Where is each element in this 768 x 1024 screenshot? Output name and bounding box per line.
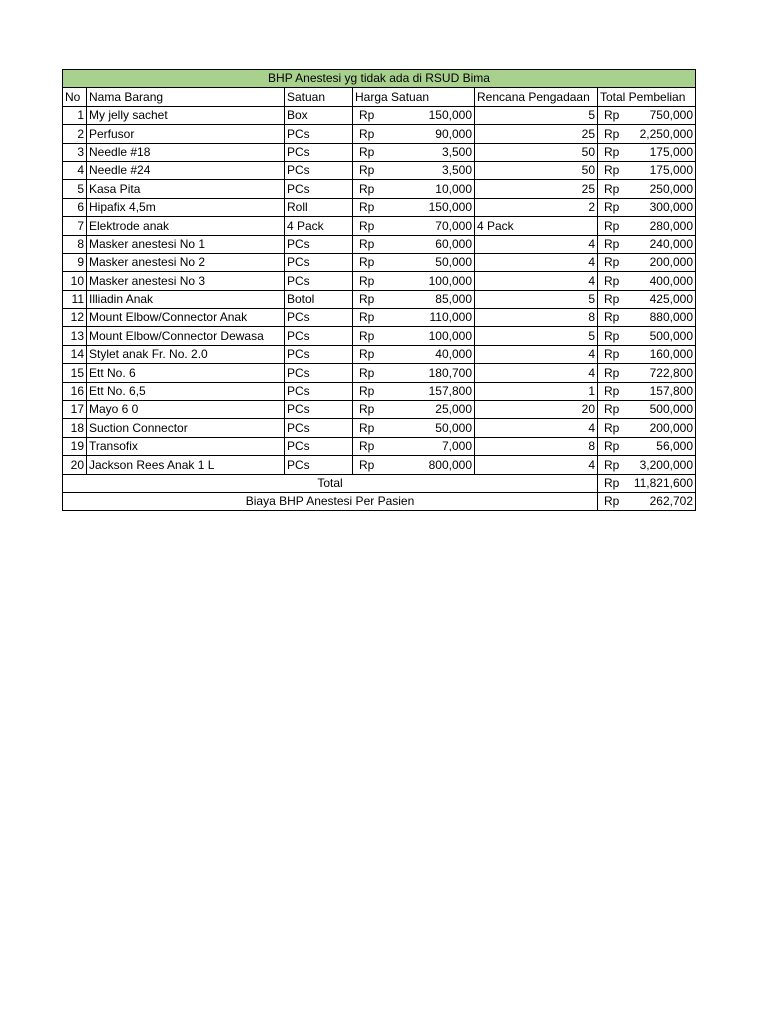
currency-label: Rp	[359, 347, 375, 362]
cell-nama-barang[interactable]: Transofix	[87, 437, 285, 455]
header-satuan[interactable]: Satuan	[285, 88, 353, 106]
per-patient-row	[63, 492, 696, 510]
total-value: 280,000	[649, 218, 693, 233]
cell-harga-satuan[interactable]	[353, 143, 475, 161]
currency-label: Rp	[359, 457, 375, 472]
cell-rencana-pengadaan[interactable]: 25	[475, 180, 598, 198]
cell-total-pembelian[interactable]	[598, 327, 696, 345]
total-value: 722,800	[649, 365, 693, 380]
cell-nama-barang[interactable]: Masker anestesi No 3	[87, 272, 285, 290]
currency-label: Rp	[359, 144, 375, 159]
table-row	[63, 180, 696, 198]
total-value: 200,000	[649, 255, 693, 270]
currency-label: Rp	[359, 402, 375, 417]
cell-rencana-pengadaan[interactable]: 5	[475, 327, 598, 345]
table-row	[63, 437, 696, 455]
header-harga-satuan[interactable]: Harga Satuan	[353, 88, 475, 106]
cell-no[interactable]: 5	[63, 180, 87, 198]
table-row	[63, 106, 696, 124]
harga-value: 150,000	[428, 108, 472, 123]
harga-value: 25,000	[435, 402, 472, 417]
cell-total-pembelian[interactable]	[598, 106, 696, 124]
cell-no[interactable]: 8	[63, 235, 87, 253]
currency-label: Rp	[604, 236, 620, 251]
cell-total-pembelian[interactable]	[598, 253, 696, 271]
cell-satuan[interactable]: PCs	[285, 419, 353, 437]
cell-rencana-pengadaan[interactable]: 5	[475, 290, 598, 308]
cell-total-pembelian[interactable]	[598, 290, 696, 308]
cell-rencana-pengadaan[interactable]: 20	[475, 401, 598, 419]
cell-nama-barang[interactable]: Jackson Rees Anak 1 L	[87, 456, 285, 474]
cell-total-pembelian[interactable]	[598, 217, 696, 235]
cell-satuan[interactable]: PCs	[285, 382, 353, 400]
cell-satuan[interactable]: 4 Pack	[285, 217, 353, 235]
currency-label: Rp	[604, 384, 620, 399]
harga-value: 150,000	[428, 200, 472, 215]
currency-label: Rp	[604, 347, 620, 362]
cell-no[interactable]: 14	[63, 345, 87, 363]
harga-value: 50,000	[435, 255, 472, 270]
cell-harga-satuan[interactable]	[353, 456, 475, 474]
cell-harga-satuan[interactable]	[353, 106, 475, 124]
cell-harga-satuan[interactable]	[353, 309, 475, 327]
table-row	[63, 382, 696, 400]
currency-label: Rp	[604, 365, 620, 380]
currency-label: Rp	[359, 126, 375, 141]
cell-nama-barang[interactable]: Ett No. 6,5	[87, 382, 285, 400]
cell-total-pembelian[interactable]	[598, 309, 696, 327]
cell-harga-satuan[interactable]	[353, 180, 475, 198]
cell-nama-barang[interactable]: Suction Connector	[87, 419, 285, 437]
cell-no[interactable]: 15	[63, 364, 87, 382]
cell-total-pembelian[interactable]	[598, 382, 696, 400]
total-value: 300,000	[649, 200, 693, 215]
cell-nama-barang[interactable]: Kasa Pita	[87, 180, 285, 198]
cell-satuan[interactable]: PCs	[285, 272, 353, 290]
cell-harga-satuan[interactable]	[353, 437, 475, 455]
total-value: 3,200,000	[639, 457, 693, 472]
cell-satuan[interactable]: Roll	[285, 198, 353, 216]
cell-harga-satuan[interactable]	[353, 382, 475, 400]
harga-value: 70,000	[435, 218, 472, 233]
total-value: 200,000	[649, 420, 693, 435]
currency-label: Rp	[359, 439, 375, 454]
cell-no[interactable]: 4	[63, 161, 87, 179]
table-row	[63, 253, 696, 271]
cell-satuan[interactable]: PCs	[285, 143, 353, 161]
currency-label: Rp	[604, 494, 620, 509]
cell-rencana-pengadaan[interactable]: 8	[475, 437, 598, 455]
cell-harga-satuan[interactable]	[353, 272, 475, 290]
cell-harga-satuan[interactable]	[353, 253, 475, 271]
currency-label: Rp	[604, 420, 620, 435]
cell-rencana-pengadaan[interactable]: 4	[475, 235, 598, 253]
cell-rencana-pengadaan[interactable]: 4	[475, 419, 598, 437]
cell-no[interactable]: 9	[63, 253, 87, 271]
currency-label: Rp	[604, 218, 620, 233]
cell-satuan[interactable]: Box	[285, 106, 353, 124]
cell-no[interactable]: 12	[63, 309, 87, 327]
cell-total-pembelian[interactable]	[598, 345, 696, 363]
currency-label: Rp	[604, 328, 620, 343]
currency-label: Rp	[359, 200, 375, 215]
harga-value: 60,000	[435, 236, 472, 251]
table-row	[63, 198, 696, 216]
cell-total-pembelian[interactable]	[598, 125, 696, 143]
harga-value: 7,000	[441, 439, 472, 454]
cell-total-pembelian[interactable]	[598, 364, 696, 382]
currency-label: Rp	[604, 292, 620, 307]
cell-rencana-pengadaan[interactable]: 4	[475, 456, 598, 474]
cell-total-pembelian[interactable]	[598, 180, 696, 198]
cell-nama-barang[interactable]: Illiadin Anak	[87, 290, 285, 308]
cell-nama-barang[interactable]: Needle #18	[87, 143, 285, 161]
cell-no[interactable]: 11	[63, 290, 87, 308]
spreadsheet	[62, 69, 696, 511]
cell-harga-satuan[interactable]	[353, 235, 475, 253]
cell-rencana-pengadaan[interactable]: 25	[475, 125, 598, 143]
table-row	[63, 419, 696, 437]
grand-total-value: 11,821,600	[633, 475, 693, 490]
currency-label: Rp	[359, 365, 375, 380]
cell-harga-satuan[interactable]	[353, 327, 475, 345]
cell-no[interactable]: 7	[63, 217, 87, 235]
total-value: 880,000	[649, 310, 693, 325]
currency-label: Rp	[604, 439, 620, 454]
cell-no[interactable]: 19	[63, 437, 87, 455]
currency-label: Rp	[604, 181, 620, 196]
table-row	[63, 364, 696, 382]
cell-rencana-pengadaan[interactable]: 8	[475, 309, 598, 327]
total-value: 250,000	[649, 181, 693, 196]
harga-value: 157,800	[428, 384, 472, 399]
cell-no[interactable]: 20	[63, 456, 87, 474]
cell-total-pembelian[interactable]	[598, 437, 696, 455]
currency-label: Rp	[604, 255, 620, 270]
per-patient-value: 262,702	[649, 494, 693, 509]
cell-satuan[interactable]: PCs	[285, 401, 353, 419]
table-row	[63, 235, 696, 253]
currency-label: Rp	[604, 475, 620, 490]
cell-nama-barang[interactable]: Ett No. 6	[87, 364, 285, 382]
cell-nama-barang[interactable]: Perfusor	[87, 125, 285, 143]
currency-label: Rp	[359, 255, 375, 270]
harga-value: 180,700	[428, 365, 472, 380]
cell-nama-barang[interactable]: Masker anestesi No 1	[87, 235, 285, 253]
cell-total-pembelian[interactable]	[598, 456, 696, 474]
table-row	[63, 345, 696, 363]
cell-nama-barang[interactable]: Elektrode anak	[87, 217, 285, 235]
harga-value: 50,000	[435, 420, 472, 435]
currency-label: Rp	[359, 236, 375, 251]
cell-nama-barang[interactable]: Needle #24	[87, 161, 285, 179]
cell-satuan[interactable]: PCs	[285, 161, 353, 179]
cell-rencana-pengadaan[interactable]: 4	[475, 364, 598, 382]
total-value: 175,000	[649, 163, 693, 178]
cell-no[interactable]: 10	[63, 272, 87, 290]
cell-no[interactable]: 6	[63, 198, 87, 216]
cell-rencana-pengadaan[interactable]: 1	[475, 382, 598, 400]
total-value: 175,000	[649, 144, 693, 159]
cell-harga-satuan[interactable]	[353, 419, 475, 437]
cell-nama-barang[interactable]: Hipafix 4,5m	[87, 198, 285, 216]
total-value: 400,000	[649, 273, 693, 288]
cell-harga-satuan[interactable]	[353, 290, 475, 308]
cell-satuan[interactable]: PCs	[285, 437, 353, 455]
total-value: 240,000	[649, 236, 693, 251]
cell-no[interactable]: 17	[63, 401, 87, 419]
cell-no[interactable]: 18	[63, 419, 87, 437]
total-value: 750,000	[649, 108, 693, 123]
currency-label: Rp	[359, 292, 375, 307]
cell-satuan[interactable]: PCs	[285, 309, 353, 327]
total-value: 425,000	[649, 292, 693, 307]
per-patient-label[interactable]: Biaya BHP Anestesi Per Pasien	[63, 492, 598, 510]
table-row	[63, 272, 696, 290]
cell-no[interactable]: 13	[63, 327, 87, 345]
cell-no[interactable]: 3	[63, 143, 87, 161]
cell-satuan[interactable]: PCs	[285, 345, 353, 363]
harga-value: 3,500	[441, 144, 472, 159]
cell-harga-satuan[interactable]	[353, 345, 475, 363]
table-row	[63, 161, 696, 179]
table-row	[63, 309, 696, 327]
cell-nama-barang[interactable]: Mayo 6 0	[87, 401, 285, 419]
cell-no[interactable]: 1	[63, 106, 87, 124]
harga-value: 800,000	[428, 457, 472, 472]
cell-rencana-pengadaan[interactable]: 4	[475, 253, 598, 271]
table-row	[63, 143, 696, 161]
harga-value: 40,000	[435, 347, 472, 362]
per-patient-value-cell[interactable]	[598, 492, 696, 510]
cell-total-pembelian[interactable]	[598, 419, 696, 437]
currency-label: Rp	[359, 163, 375, 178]
harga-value: 100,000	[428, 273, 472, 288]
table-title[interactable]: BHP Anestesi yg tidak ada di RSUD Bima	[63, 70, 696, 88]
currency-label: Rp	[604, 310, 620, 325]
currency-label: Rp	[359, 310, 375, 325]
cell-rencana-pengadaan[interactable]: 50	[475, 143, 598, 161]
cell-rencana-pengadaan[interactable]: 4	[475, 345, 598, 363]
table-row	[63, 401, 696, 419]
currency-label: Rp	[604, 144, 620, 159]
currency-label: Rp	[604, 163, 620, 178]
currency-label: Rp	[604, 457, 620, 472]
harga-value: 10,000	[435, 181, 472, 196]
cell-total-pembelian[interactable]	[598, 235, 696, 253]
cell-satuan[interactable]: PCs	[285, 253, 353, 271]
currency-label: Rp	[604, 126, 620, 141]
currency-label: Rp	[604, 108, 620, 123]
harga-value: 90,000	[435, 126, 472, 141]
cell-total-pembelian[interactable]	[598, 143, 696, 161]
total-value: 157,800	[649, 384, 693, 399]
currency-label: Rp	[359, 328, 375, 343]
table-row	[63, 125, 696, 143]
header-no[interactable]: No	[63, 88, 87, 106]
currency-label: Rp	[359, 420, 375, 435]
cell-satuan[interactable]: PCs	[285, 235, 353, 253]
cell-satuan[interactable]: PCs	[285, 364, 353, 382]
cell-nama-barang[interactable]: Masker anestesi No 2	[87, 253, 285, 271]
bhp-table	[62, 69, 696, 511]
currency-label: Rp	[359, 218, 375, 233]
cell-rencana-pengadaan[interactable]: 4	[475, 272, 598, 290]
cell-satuan[interactable]: PCs	[285, 327, 353, 345]
total-value: 2,250,000	[639, 126, 693, 141]
cell-total-pembelian[interactable]	[598, 161, 696, 179]
total-value: 56,000	[656, 439, 693, 454]
total-row	[63, 474, 696, 492]
cell-nama-barang[interactable]: My jelly sachet	[87, 106, 285, 124]
cell-rencana-pengadaan[interactable]: 4 Pack	[475, 217, 598, 235]
total-value: 500,000	[649, 328, 693, 343]
cell-harga-satuan[interactable]	[353, 161, 475, 179]
cell-total-pembelian[interactable]	[598, 401, 696, 419]
cell-harga-satuan[interactable]	[353, 125, 475, 143]
harga-value: 3,500	[441, 163, 472, 178]
total-value: 500,000	[649, 402, 693, 417]
header-nama-barang[interactable]: Nama Barang	[87, 88, 285, 106]
cell-no[interactable]: 2	[63, 125, 87, 143]
currency-label: Rp	[604, 273, 620, 288]
cell-harga-satuan[interactable]	[353, 198, 475, 216]
table-row	[63, 456, 696, 474]
header-total-pembelian[interactable]: Total Pembelian	[598, 88, 696, 106]
cell-no[interactable]: 16	[63, 382, 87, 400]
cell-satuan[interactable]: PCs	[285, 180, 353, 198]
header-rencana-pengadaan[interactable]: Rencana Pengadaan	[475, 88, 598, 106]
table-row	[63, 217, 696, 235]
total-label[interactable]: Total	[63, 474, 598, 492]
harga-value: 110,000	[429, 310, 472, 325]
cell-total-pembelian[interactable]	[598, 198, 696, 216]
currency-label: Rp	[359, 181, 375, 196]
cell-total-pembelian[interactable]	[598, 272, 696, 290]
currency-label: Rp	[359, 273, 375, 288]
table-row	[63, 327, 696, 345]
table-row	[63, 290, 696, 308]
cell-nama-barang[interactable]: Stylet anak Fr. No. 2.0	[87, 345, 285, 363]
cell-harga-satuan[interactable]	[353, 364, 475, 382]
total-value-cell[interactable]	[598, 474, 696, 492]
harga-value: 100,000	[428, 328, 472, 343]
total-value: 160,000	[649, 347, 693, 362]
cell-satuan[interactable]: PCs	[285, 125, 353, 143]
header-row	[63, 88, 696, 106]
harga-value: 85,000	[435, 292, 472, 307]
cell-satuan[interactable]: PCs	[285, 456, 353, 474]
cell-nama-barang[interactable]: Mount Elbow/Connector Dewasa	[87, 327, 285, 345]
cell-harga-satuan[interactable]	[353, 217, 475, 235]
currency-label: Rp	[359, 384, 375, 399]
cell-rencana-pengadaan[interactable]: 5	[475, 106, 598, 124]
currency-label: Rp	[604, 200, 620, 215]
cell-satuan[interactable]: Botol	[285, 290, 353, 308]
cell-rencana-pengadaan[interactable]: 50	[475, 161, 598, 179]
title-row	[63, 70, 696, 88]
cell-harga-satuan[interactable]	[353, 401, 475, 419]
currency-label: Rp	[604, 402, 620, 417]
cell-nama-barang[interactable]: Mount Elbow/Connector Anak	[87, 309, 285, 327]
cell-rencana-pengadaan[interactable]: 2	[475, 198, 598, 216]
currency-label: Rp	[359, 108, 375, 123]
